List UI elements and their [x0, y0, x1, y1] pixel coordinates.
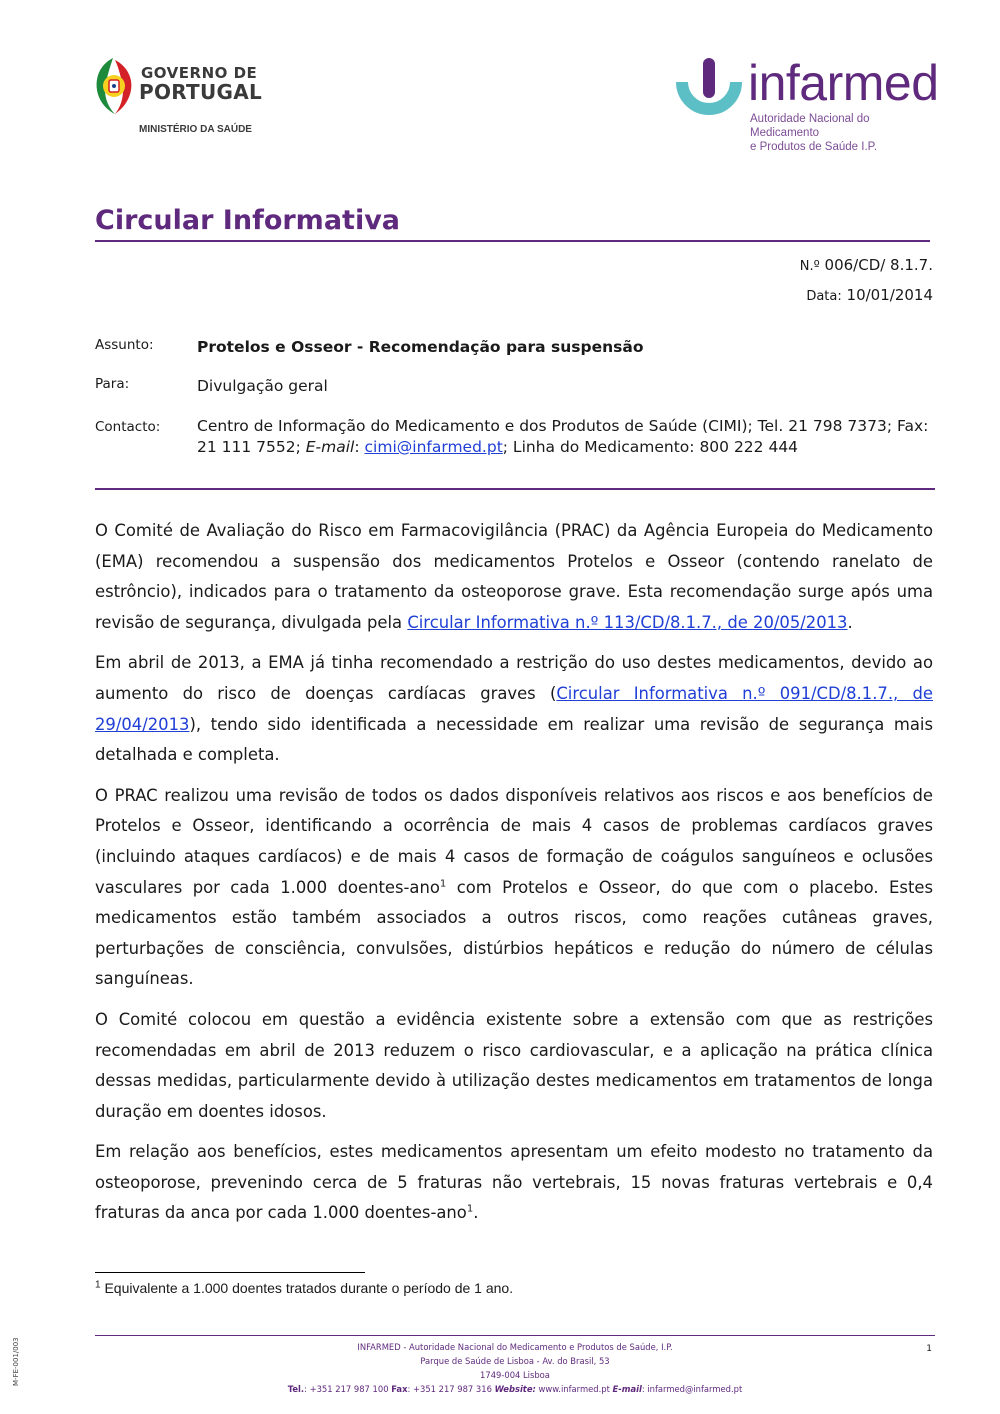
paragraph-2 — [95, 648, 933, 770]
paragraph-end: . — [473, 1203, 479, 1223]
portugal-emblem-icon — [93, 56, 137, 116]
footer — [95, 1340, 935, 1396]
paragraph-1 — [95, 516, 933, 638]
footer-org: INFARMED - Autoridade Nacional do Medicamento e Produtos de Saúde, I.P. — [357, 1342, 673, 1352]
footer-divider — [95, 1335, 935, 1336]
circular-091-link[interactable]: Circular Informativa n.º 091/CD/8.1.7., de 29/04/2013 — [95, 683, 933, 734]
header-divider — [95, 488, 935, 490]
footer-fax: : +351 217 987 316 — [407, 1384, 495, 1394]
footer-address: Parque de Saúde de Lisboa - Av. do Brasil, 53 — [420, 1356, 610, 1366]
circular-date — [806, 286, 933, 304]
contact-text: Centro de Informação do Medicamento e dos Produtos de Saúde (CIMI); Tel. 21 798 7373; Fax: 21 111 7552; — [197, 417, 929, 456]
paragraph-text: O PRAC realizou uma revisão de todos os dados disponíveis relativos aos riscos e aos benefícios de Protelos e Osseor, identificando a ocorrência de mais 4 casos de problemas cardíacos graves (incluindo ataques cardíacos) e de mais 4 casos de formação de coágulos sanguíneos e oclusões vasculares por cada 1.000 doentes-ano — [95, 785, 933, 897]
infarmed-tagline-line2: e Produtos de Saúde I.P. — [750, 141, 878, 153]
infarmed-wordmark: infarmed — [748, 55, 939, 111]
subject-label: Assunto: — [95, 337, 154, 353]
contact-email-sep: : — [354, 438, 365, 456]
circular-113-link[interactable]: Circular Informativa n.º 113/CD/8.1.7., de 20/05/2013 — [407, 612, 848, 632]
paragraph-text: O Comité colocou em questão a evidência existente sobre a extensão com que as restrições recomendadas em abril de 2013 reduzem o risco cardiovascular, e a aplicação na prática clínica dessas medidas, particularmente devido à utilização destes medicamentos em tratamentos de longa duração em doentes idosos. — [95, 1009, 933, 1121]
footer-email[interactable]: : infarmed@infarmed.pt — [641, 1384, 743, 1394]
footer-web-label: Website: — [494, 1384, 536, 1394]
paragraph-text: O Comité de Avaliação do Risco em Farmacovigilância (PRAC) da Agência Europeia do Medicamento (EMA) recomendou a suspensão dos medicamentos Protelos e Osseor (contendo ranelato de estrôncio), indicados para o tratamento da osteoporose grave. Esta recomendação surge após uma revisão de segurança, divulgada pela — [95, 521, 933, 632]
footnote-mark: 1 — [95, 1279, 101, 1291]
gov-logo-line1: GOVERNO DE — [141, 64, 258, 82]
footer-web[interactable]: www.infarmed.pt — [535, 1384, 613, 1394]
footnote-divider — [95, 1272, 365, 1273]
date-label: Data: — [806, 289, 842, 304]
title-divider — [95, 240, 930, 242]
contact-value — [197, 416, 937, 458]
page-title: Circular Informativa — [95, 205, 401, 236]
form-code: M-FE-001/003 — [12, 1337, 20, 1386]
infarmed-tagline-line1: Autoridade Nacional do Medicamento — [750, 113, 870, 139]
paragraph-3 — [95, 781, 933, 995]
subject-value: Protelos e Osseor - Recomendação para suspensão — [197, 338, 644, 356]
contact-email-label: E-mail — [305, 438, 355, 456]
paragraph-text: Em abril de 2013, a EMA já tinha recomendado a restrição do uso destes medicamentos, devido ao aumento do risco de doenças cardíacas graves ( — [95, 653, 933, 703]
paragraph-text: Em relação aos benefícios, estes medicamentos apresentam um efeito modesto no tratamento da osteoporose, prevenindo cerca de 5 fraturas não vertebrais, 15 novas fraturas vertebrais e 0,4 fraturas da anca por cada 1.000 doentes-ano — [95, 1142, 933, 1223]
gov-logo-ministry: MINISTÉRIO DA SAÚDE — [139, 124, 252, 135]
number-label: N.º — [799, 259, 820, 274]
recipient-value: Divulgação geral — [197, 377, 328, 395]
footer-email-label: E-mail — [612, 1384, 642, 1394]
contact-email-link[interactable]: cimi@infarmed.pt — [364, 438, 503, 456]
document-body — [95, 516, 933, 1239]
footnote — [95, 1280, 513, 1296]
infarmed-mark-icon — [676, 56, 742, 122]
contact-text-end: ; Linha do Medicamento: 800 222 444 — [502, 438, 799, 456]
footer-fax-label: Fax — [391, 1384, 408, 1394]
footnote-ref: 1 — [439, 878, 447, 890]
footer-postcode: 1749-004 Lisboa — [480, 1370, 550, 1380]
recipient-label: Para: — [95, 376, 130, 392]
circular-number — [800, 256, 933, 274]
footnote-text: Equivalente a 1.000 doentes tratados durante o período de 1 ano. — [100, 1280, 514, 1296]
infarmed-logo — [676, 55, 939, 153]
contact-label: Contacto: — [95, 419, 161, 435]
paragraph-5 — [95, 1137, 933, 1229]
governo-portugal-logo — [93, 56, 263, 138]
footer-contacts — [95, 1382, 935, 1396]
number-value: 006/CD/ 8.1.7. — [824, 256, 933, 274]
infarmed-tagline — [750, 112, 940, 154]
page-number: 1 — [926, 1344, 932, 1354]
footnote-ref: 1 — [466, 1204, 474, 1215]
paragraph-end: ), tendo sido identificada a necessidade em realizar uma revisão de segurança mais detalhada e completa. — [95, 714, 933, 765]
paragraph-4 — [95, 1005, 933, 1127]
paragraph-end: com Protelos e Osseor, do que com o placebo. Estes medicamentos estão também associados a outros riscos, como reações cutâneas graves, perturbações de consciência, convulsões, distúrbios hepáticos e redução do número de células sanguíneas. — [95, 877, 933, 989]
footer-tel-label: Tel. — [287, 1384, 305, 1394]
gov-logo-line2: PORTUGAL — [139, 80, 263, 104]
date-value: 10/01/2014 — [846, 286, 933, 304]
paragraph-end: . — [847, 612, 853, 632]
footer-tel: : +351 217 987 100 — [304, 1384, 392, 1394]
